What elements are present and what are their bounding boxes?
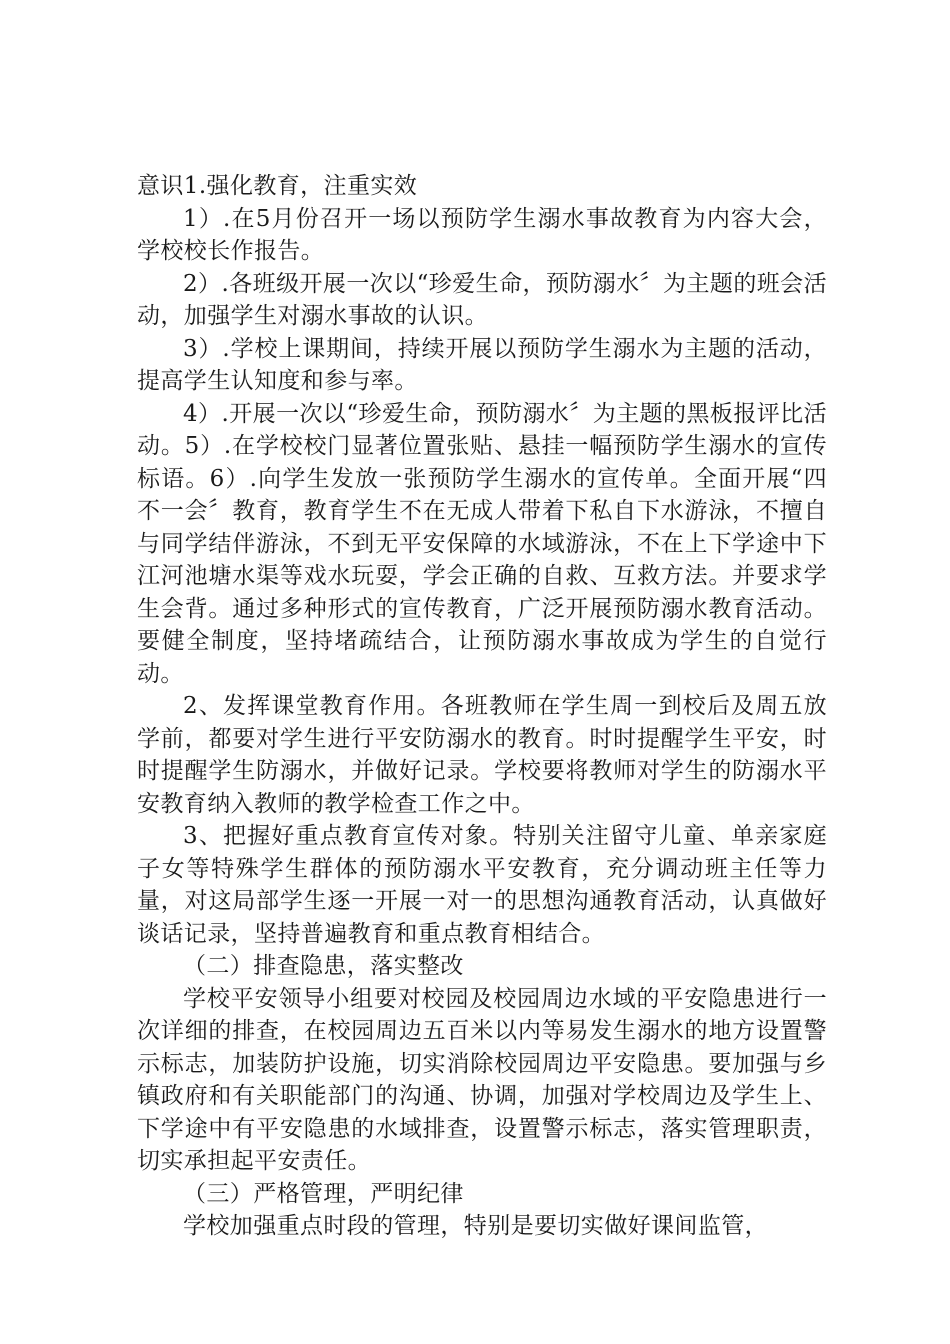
paragraph-item-2: 2）.各班级开展一次以“珍爱生命，预防溺水〞为主题的班会活动，加强学生对溺水事故的认识。 [137, 270, 827, 329]
paragraph-item-3: 3）.学校上课期间，持续开展以预防学生溺水为主题的活动，提高学生认知度和参与率。 [137, 335, 827, 394]
section-heading-3: （三）严格管理，严明纪律 [183, 1180, 464, 1207]
section-heading-2: （二）排查隐患，落实整改 [183, 953, 464, 979]
paragraph-management: 学校加强重点时段的管理，特别是要切实做好课间监管， [183, 1213, 768, 1239]
paragraph-item-4-6: 4）.开展一次以“珍爱生命，预防溺水〞为主题的黑板报评比活动。5）.在学校校门显著位置张贴、悬挂一幅预防学生溺水的宣传标语。6）.向学生发放一张预防学生溺水的宣传单。全面开展“四不一会〞教育，教育学生不在无成人带着下私自下水游泳，不擅自与同学结伴游泳，不到无平安保障的水域游泳，不在上下学途中下江河池塘水渠等戏水玩耍，学会正确的自救、互救方法。并要求学生会背。通过多种形式的宣传教育，广泛开展预防溺水教育活动。要健全制度，坚持堵疏结合，让预防溺水事故成为学生的自觉行动。 [137, 400, 827, 687]
document-body [137, 170, 827, 1243]
paragraph-heading-1: 意识1.强化教育，注重实效 [137, 173, 418, 199]
paragraph-item-1: 1）.在5月份召开一场以预防学生溺水事故教育为内容大会，学校校长作报告。 [137, 205, 827, 264]
paragraph-hazard-check: 学校平安领导小组要对校园及校园周边水域的平安隐患进行一次详细的排查，在校园周边五百米以内等易发生溺水的地方设置警示标志，加装防护设施，切实消除校园周边平安隐患。要加强与乡镇政府和有关职能部门的沟通、协调，加强对学校周边及学生上、下学途中有平安隐患的水域排查，设置警示标志，落实管理职责，切实承担起平安责任。 [137, 985, 827, 1174]
paragraph-classroom-education: 2、发挥课堂教育作用。各班教师在学生周一到校后及周五放学前，都要对学生进行平安防溺水的教育。时时提醒学生平安，时时提醒学生防溺水，并做好记录。学校要将教师对学生的防溺水平安教育纳入教师的教学检查工作之中。 [137, 693, 827, 817]
paragraph-key-targets: 3、把握好重点教育宣传对象。特别关注留守儿童、单亲家庭子女等特殊学生群体的预防溺水平安教育，充分调动班主任等力量，对这局部学生逐一开展一对一的思想沟通教育活动，认真做好谈话记录，坚持普遍教育和重点教育相结合。 [137, 823, 827, 947]
